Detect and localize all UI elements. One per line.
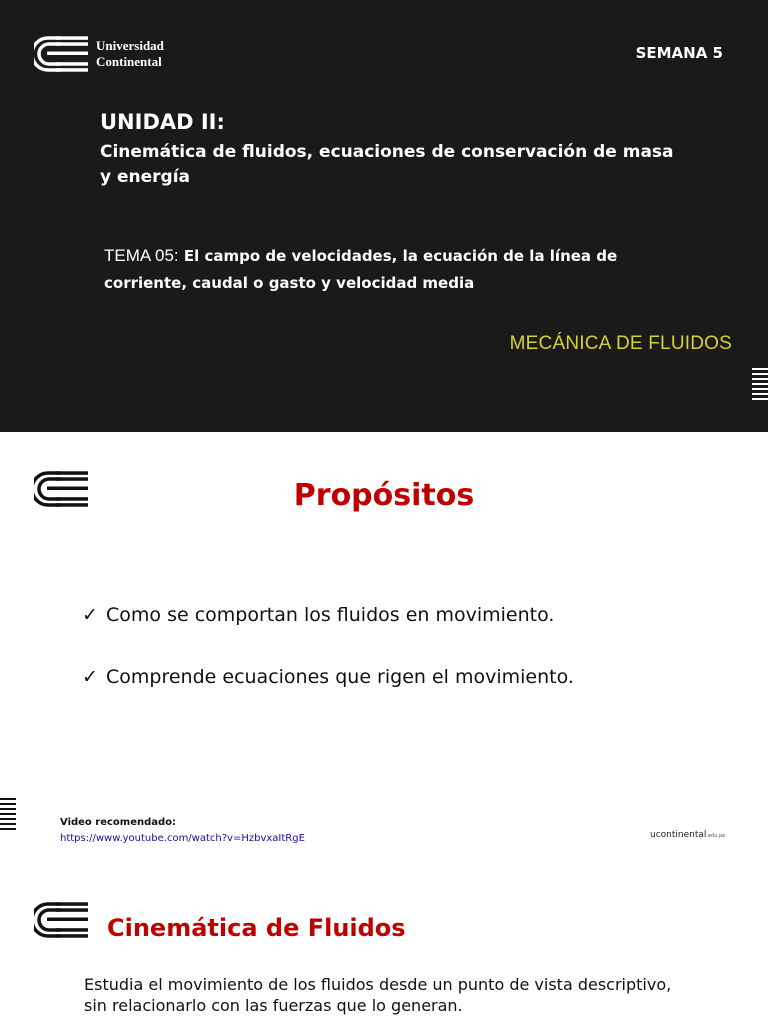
video-link[interactable]: https://www.youtube.com/watch?v=HzbvxaItRgE (60, 833, 305, 844)
kinematics-description: Estudia el movimiento de los fluidos desde un punto de vista descriptivo, sin relacionarlo con las fuerzas que lo generan. (84, 975, 672, 1015)
check-icon: ✓ (82, 604, 98, 626)
continental-logo-icon (34, 900, 88, 940)
unit-subtitle: Cinemática de fluidos, ecuaciones de conservación de masa y energía (100, 142, 674, 187)
university-name-line2: Continental (96, 54, 162, 69)
week-label: SEMANA 5 (635, 44, 723, 62)
brand-name: ucontinental (650, 830, 707, 840)
purpose-item (82, 666, 574, 688)
kinematics-slide (0, 864, 768, 1024)
topic (104, 242, 704, 297)
brand-url (650, 830, 725, 840)
purposes-slide (0, 432, 768, 864)
check-icon: ✓ (82, 666, 98, 688)
decorative-bars-icon (752, 368, 768, 403)
topic-label: TEMA 05: (104, 246, 179, 265)
decorative-bars-icon (0, 798, 16, 833)
unit-title: UNIDAD II: (100, 110, 225, 134)
video-label: Video recomendado: (60, 817, 177, 828)
purpose-item-text: Como se comportan los fluidos en movimiento. (106, 604, 555, 626)
continental-logo-icon (34, 34, 88, 74)
brand-suffix: .edu.pe (706, 833, 726, 839)
university-name (96, 38, 164, 70)
topic-text: El campo de velocidades, la ecuación de la línea de corriente, caudal o gasto y velocidad media (104, 247, 618, 292)
purpose-item-text: Comprende ecuaciones que rigen el movimiento. (106, 666, 574, 688)
purpose-item (82, 604, 554, 626)
university-name-line1: Universidad (96, 38, 164, 53)
kinematics-title: Cinemática de Fluidos (107, 914, 406, 942)
course-name: MECÁNICA DE FLUIDOS (509, 333, 732, 354)
purposes-title: Propósitos (293, 478, 475, 513)
title-slide (0, 0, 768, 432)
